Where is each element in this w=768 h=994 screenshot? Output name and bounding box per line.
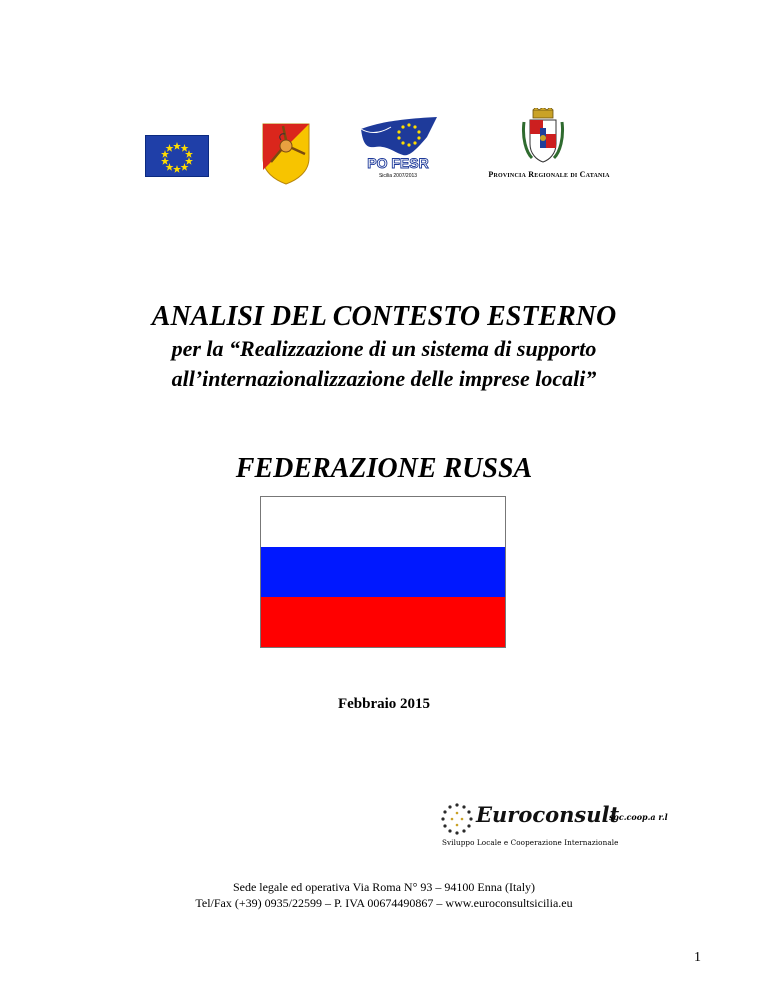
catania-crest-icon xyxy=(518,108,568,166)
document-date: Febbraio 2015 xyxy=(337,696,431,712)
footer-contacts: Tel/Fax (+39) 0935/22599 – P. IVA 00674490867 – www.euroconsultsicilia.eu xyxy=(195,896,573,910)
eu-flag-icon xyxy=(146,136,208,176)
po-fesr-text: PO FESR xyxy=(367,155,429,171)
euroconsult-name: Euroconsult xyxy=(476,802,620,827)
euroconsult-tagline: Sviluppo Locale e Cooperazione Internazionale xyxy=(442,838,619,847)
euroconsult-logo xyxy=(440,800,670,852)
euroconsult-suffix: soc.coop.a r.l xyxy=(609,812,668,822)
subtitle-line-2: all’internazionalizzazione delle imprese locali” xyxy=(171,366,597,391)
flag-stripe-blue xyxy=(261,547,505,597)
page-number: 1 xyxy=(694,950,701,965)
flag-stripe-red xyxy=(261,597,505,647)
po-fesr-caption: Sicilia 2007/2013 xyxy=(378,173,418,179)
euroconsult-stars-icon xyxy=(440,802,474,836)
catania-label: Provincia Regionale di Catania xyxy=(488,170,610,179)
document-title: ANALISI DEL CONTESTO ESTERNO xyxy=(151,301,617,332)
subtitle-line-1: per la “Realizzazione di un sistema di supporto xyxy=(171,336,597,361)
russia-flag xyxy=(261,497,505,647)
document-subtitle xyxy=(60,334,708,394)
flag-stripe-white xyxy=(261,497,505,547)
po-fesr-icon xyxy=(357,115,439,183)
sicily-trinacria-icon xyxy=(261,120,311,186)
footer-address: Sede legale ed operativa Via Roma N° 93 – 94100 Enna (Italy) xyxy=(232,880,536,894)
country-title: FEDERAZIONE RUSSA xyxy=(235,453,533,484)
